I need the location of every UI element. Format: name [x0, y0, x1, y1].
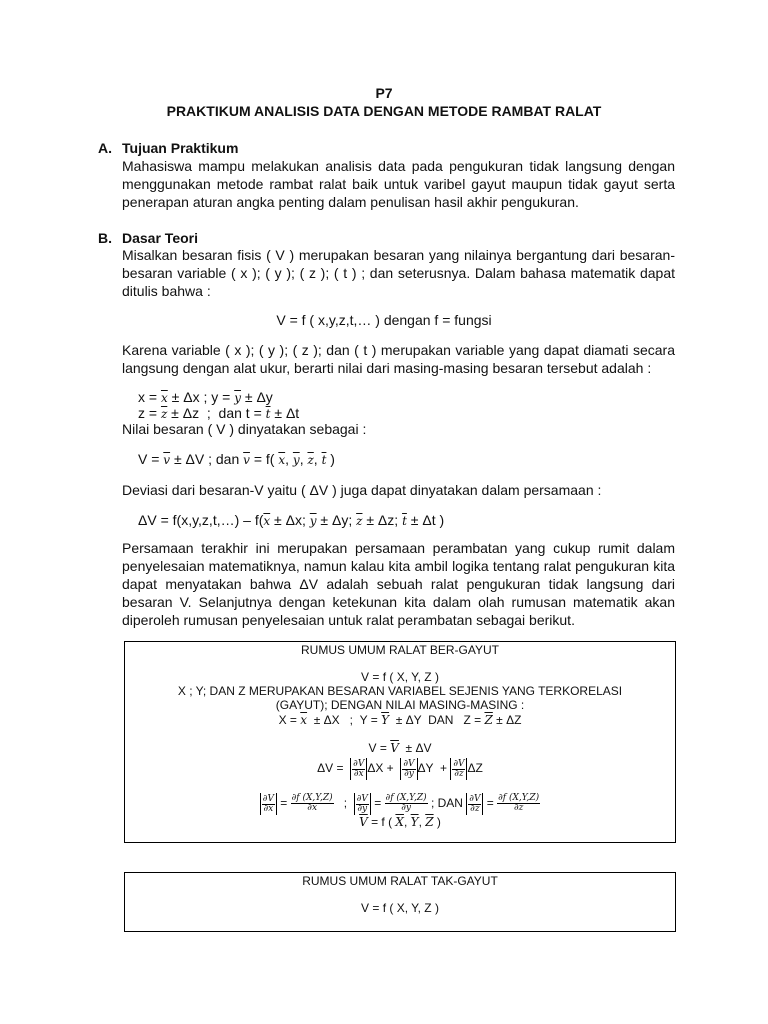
section-b-title: Dasar Teori: [122, 230, 198, 246]
section-b-paragraph-3: Nilai besaran ( V ) dinyatakan sebagai :: [122, 421, 367, 437]
box1-v-function: $\overline{V} = f$ ( $\overline{X}$, $\overline{Y}$, $\overline{Z}$ ): [359, 815, 441, 829]
section-a-text: Mahasiswa mampu melakukan analisis data pada pengukuran tidak langsung dengan menggunakan metode rambat ralat baik untuk varibel gayut maupun tidak gayut serta penerapan aturan angka penting dalam penulisan hasil akhir pengukuran.: [122, 158, 675, 210]
equation-z-t-values: $z = \overline{z} \pm \Delta z$ ; dan $t = \overline{t} \pm \Delta t$: [138, 405, 300, 421]
section-b-heading: [98, 230, 198, 246]
box2-heading: RUMUS UMUM RALAT TAK-GAYUT: [302, 874, 498, 888]
box1-equation: V = f ( X, Y, Z ): [361, 670, 439, 684]
box1-values: $X = \overline{x} \pm \Delta X$ ; $Y = \overline{Y} \pm \Delta Y$ DAN $Z = \overline{Z} \pm \Delta Z$: [278, 713, 522, 727]
box1-line-1: X ; Y; DAN Z MERUPAKAN BESARAN VARIABEL SEJENIS YANG TERKORELASI: [177, 684, 623, 698]
section-b-paragraph-4: Deviasi dari besaran-V yaitu ( ΔV ) juga dapat dinyatakan dalam persamaan :: [122, 482, 602, 498]
section-a-title: Tujuan Praktikum: [122, 140, 239, 156]
equation-deviation: ΔV = f(x,y,z,t,…) – $f(\overline{x} \pm \Delta x$; $\overline{y} \pm \Delta y$; $\overline{z} \pm \Delta z$; $\overline{t} \pm \Delta t$ ): [138, 512, 445, 528]
practicum-code: P7: [375, 85, 393, 101]
section-b-paragraph-2: Karena variable ( x ); ( y ); ( z ); dan ( t ) merupakan variable yang dapat diamati secara langsung dengan alat ukur, berarti nilai dari masing-masing besaran tersebut adalah :: [122, 342, 675, 376]
equation-v-value: $V = \overline{v} \pm \Delta V$ ; dan $\overline{v} = f$( $\overline{x}$, $\overline{y}$, $\overline{z}$, $\overline{t}$ ): [138, 451, 335, 467]
section-b-paragraph-5: Persamaan terakhir ini merupakan persamaan perambatan yang cukup rumit dalam penyelesaian matematiknya, namun kalau kita ambil logika tentang ralat pengukuran kita dapat menyatakan bahwa ΔV adalah sebuah ralat pengukuran tidak langsung dari besaran V. Selanjutnya dengan ketekunan kita dalam olah rumusan matematik akan diperoleh rumusan penyelesaian untuk ralat perambatan sebagai berikut.: [122, 540, 675, 628]
box1-delta-v: ΔV = $\frac{\partial V}{\partial x}$ ΔX + $\frac{\partial V}{\partial y}$ ΔY + $\frac{\partial V}{\partial z}$ ΔZ: [317, 759, 483, 780]
box1-v-mean: $V = \overline{V} \pm \Delta V$: [368, 741, 432, 755]
section-b-letter: B.: [98, 230, 112, 246]
section-b-paragraph-1: Misalkan besaran fisis ( V ) merupakan besaran yang nilainya bergantung dari besaran-besaran variable ( x ); ( y ); ( z ); ( t ) ; dan seterusnya. Dalam bahasa matematik dapat ditulis bahwa :: [122, 247, 675, 299]
formula-box-dependent: [124, 641, 676, 843]
box1-partials: $\frac{\partial V}{\partial x}$ = $\frac{\partial f (X,Y,Z)}{\partial x}$ ; $\frac{\partial V}{\partial y}$ = $\frac{\partial f (X,Y,Z)}{\partial y}$ ; DAN $\frac{\partial V}{\partial z}$ = $\frac{\partial f (X,Y,Z)}{\partial z}$: [125, 792, 675, 815]
section-a-heading: [98, 140, 238, 156]
equation-v-function: V = f ( x,y,z,t,… ) dengan f = fungsi: [276, 312, 492, 328]
formula-box-independent: [124, 872, 676, 932]
box1-heading: RUMUS UMUM RALAT BER-GAYUT: [300, 643, 499, 657]
box2-equation: V = f ( X, Y, Z ): [361, 901, 439, 915]
section-a-letter: A.: [98, 140, 112, 156]
equation-x-y-values: $x = \overline{x} \pm \Delta x$ ; $y = \overline{y} \pm \Delta y$: [138, 389, 273, 405]
page-title: PRAKTIKUM ANALISIS DATA DENGAN METODE RAMBAT RALAT: [166, 103, 602, 119]
box1-line-2: (GAYUT); DENGAN NILAI MASING-MASING :: [275, 698, 525, 712]
